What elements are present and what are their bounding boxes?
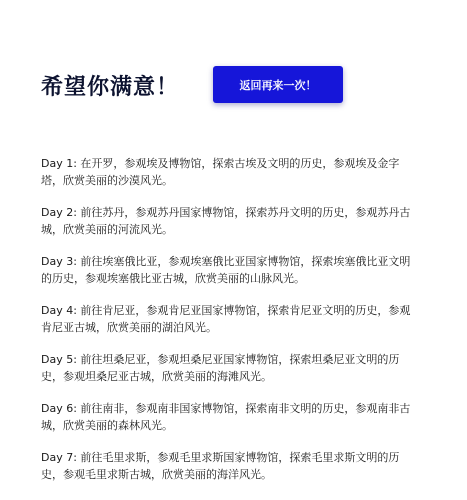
itinerary-day-3: Day 3: 前往埃塞俄比亚，参观埃塞俄比亚国家博物馆，探索埃塞俄比亚文明的历史，参观埃塞俄比亚古城，欣赏美丽的山脉风光。 [41, 255, 411, 285]
itinerary-list [41, 155, 421, 498]
itinerary-day-5: Day 5: 前往坦桑尼亚，参观坦桑尼亚国家博物馆，探索坦桑尼亚文明的历史，参观坦桑尼亚古城，欣赏美丽的海滩风光。 [41, 353, 400, 383]
itinerary-day-7: Day 7: 前往毛里求斯，参观毛里求斯国家博物馆，探索毛里求斯文明的历史，参观毛里求斯古城，欣赏美丽的海洋风光。 [41, 451, 400, 481]
itinerary-day-4: Day 4: 前往肯尼亚，参观肯尼亚国家博物馆，探索肯尼亚文明的历史，参观肯尼亚古城，欣赏美丽的湖泊风光。 [41, 304, 411, 334]
retry-button[interactable]: 返回再来一次！ [213, 66, 343, 103]
page-title: 希望你满意！ [41, 75, 180, 100]
itinerary-day-6: Day 6: 前往南非，参观南非国家博物馆，探索南非文明的历史，参观南非古城，欣赏美丽的森林风光。 [41, 402, 411, 432]
itinerary-day-1: Day 1: 在开罗，参观埃及博物馆，探索古埃及文明的历史，参观埃及金字塔，欣赏美丽的沙漠风光。 [41, 157, 400, 187]
header [41, 66, 447, 108]
itinerary-day-2: Day 2: 前往苏丹，参观苏丹国家博物馆，探索苏丹文明的历史，参观苏丹古城，欣赏美丽的河流风光。 [41, 206, 411, 236]
